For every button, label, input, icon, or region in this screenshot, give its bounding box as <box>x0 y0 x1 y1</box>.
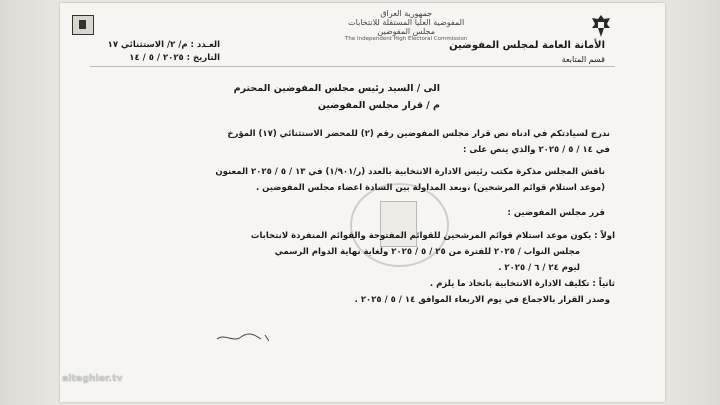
letterhead-logo <box>345 9 467 42</box>
paragraph-line-2: (موعد استلام قوائم المرشحين) ،وبعد المداولة بين السادة اعضاء مجلس المفوضين . <box>255 183 605 193</box>
commission-logo-icon <box>72 15 94 35</box>
logo-subtitle: المفوضية العليا المستقلة للانتخابات <box>348 18 465 27</box>
logo-english-name: The Independent High Electoral Commission <box>345 36 468 42</box>
item-2: ثانياً : تكليف الادارة الانتخابية باتخاذ ما يلزم . <box>429 279 615 289</box>
left-margin <box>0 0 60 405</box>
header-divider <box>90 66 615 67</box>
intro-line-2: في ١٤ / ٥ / ٢٠٢٥ والذي ينص على : <box>462 145 610 155</box>
logo-title: جمهورية العراق <box>380 9 433 18</box>
intro-line-1: ندرج لسيادتكم في ادناه نص قرار مجلس المفوضين رقم (٢) للمحضر الاستثنائي (١٧) المؤرخ <box>227 129 610 139</box>
addressee: الى / السيد رئيس مجلس المفوضين المحترم <box>233 83 440 94</box>
letter-date: التاريخ : ٢٠٢٥ / ٥ / ١٤ <box>129 53 220 63</box>
signature-mark-icon <box>215 329 275 345</box>
reference-number: العـدد : م/ ٢/ الاستثنائي ١٧ <box>107 40 220 50</box>
item-1-line-1: اولاً : يكون موعد استلام قوائم المرشحين للقوائم المفتوحة والقوائم المنفردة لانتخابات <box>250 231 615 241</box>
item-1-line-2: مجلس النواب / ٢٠٢٥ للفترة من ٢٥ / ٥ / ٢٠٢٥ ولغاية نهاية الدوام الرسمي <box>274 247 580 257</box>
letter-page <box>60 3 665 402</box>
item-1-line-3: ليوم ٢٤ / ٦ / ٢٠٢٥ . <box>498 263 580 273</box>
iraq-eagle-emblem-icon <box>590 13 612 39</box>
department-name: قسم المتابعة <box>561 55 605 64</box>
right-margin <box>665 0 720 405</box>
decision-heading: قرر مجلس المفوضين : <box>507 208 605 218</box>
subject-line: م / قرار مجلس المفوضين <box>317 100 440 111</box>
closing-line: وصدر القرار بالاجماع في يوم الاربعاء الموافق ١٤ / ٥ / ٢٠٢٥ . <box>354 295 610 305</box>
organization-name: الأمانة العامة لمجلس المفوضين <box>449 40 605 51</box>
logo-subtitle-2: مجلس المفوضين <box>377 27 435 36</box>
paragraph-line-1: ناقش المجلس مذكرة مكتب رئيس الادارة الانتخابية بالعدد (ر/١/٩٠١) في ١٣ / ٥ / ٢٠٢٥ المعنون <box>215 167 605 177</box>
watermark: altaghier.tv <box>62 374 123 384</box>
